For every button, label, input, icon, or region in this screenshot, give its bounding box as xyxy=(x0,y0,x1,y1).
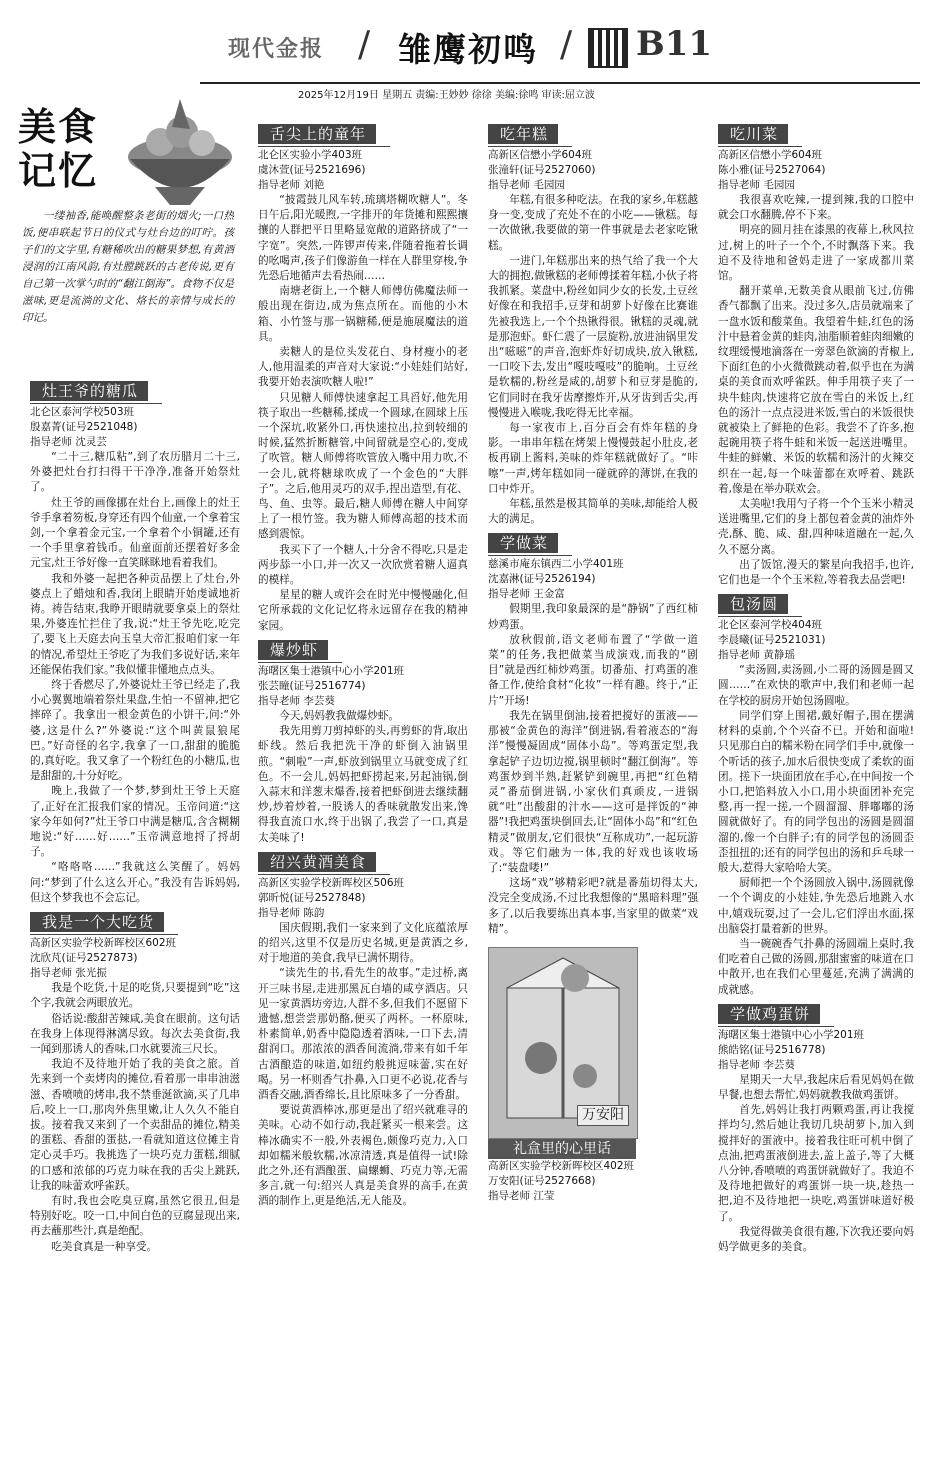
paragraph: 我和外婆一起把各种贡品摆上了灶台,外婆点上了蜡烛和香,我闭上眼睛开始虔诚地祈祷。祷告结束,我睁开眼睛就要拿桌上的祭灶果,外婆连忙拦住了我,说:“灶王爷先吃,吃完了,要飞上天庭去向玉皇大帝汇报咱们家一年的情况,希望灶王爷吃了为我们多说好话,来年还能保佑我们家。”我似懂非懂地点点头。 xyxy=(30,572,240,676)
paragraph: 翻开菜单,无数美食从眼前飞过,仿佛香气都飘了出来。没过多久,店员就端来了一盘水饭和酸菜鱼。我望着牛蛙,红色的汤汁中悬着金黄的蛙肉,油脂顺着蛙肉细嫩的纹理缓慢地滴落在一旁翠色欲滴的青椒上,下面红色的小火微微跳动着,似乎也在为满桌的美食而欢呼雀跃。伸手用筷子夹了一块牛蛙肉,快速将它放在雪白的米饭上,红色的汤汁一点点浸进米饭,雪白的米饭很快就被染上了鲜艳的色彩。我尝不了许多,抱起碗用筷子将牛蛙和米饭一起送进嘴里。牛蛙的鲜嫩、米饭的软糯和汤汁的火辣交织在一起,每一个味蕾都在欢呼着、跳跃着,像是在举办联欢会。 xyxy=(718,285,914,495)
paragraph: 灶王爷的画像挪在灶台上,画像上的灶王爷手拿着笏板,身穿还有四个仙童,一个拿着宝剑,一个拿着金元宝,一个拿着个小铜罐,还有一个手里拿着钱币。仙童面前还摆着好多金元宝,灶王爷好像一直笑眯眯地看着我们。 xyxy=(30,496,240,570)
paragraph: 只见糖人师傅快速拿起工具舀好,他先用筷子取出一些糖稀,揉成一个圆球,在圆球上压一个深坑,收紧外口,再快速拉出,拉到较细的时候,猛然折断糖管,中间留就是空心的,变成了吹管。糖人师傅将吹管放入嘴中用力吹,不一会儿,就将糖球吹成了一个金色的“大胖子”。之后,他用灵巧的双手,捏出造型,有花、鸟、鱼、虫等。最后,糖人师傅在糖人中间穿上了一根竹签。我为糖人师傅高超的技术而感到震惊。 xyxy=(258,391,468,541)
school: 北仑区泰河学校503班 xyxy=(30,406,135,418)
article-title: 灶王爷的糖瓜 xyxy=(30,381,148,401)
paragraph: 国庆假期,我们一家来到了文化底蕴浓厚的绍兴,这里不仅是历史名城,更是黄酒之乡,对于地道的美食,我早已满怀期待。 xyxy=(258,921,468,965)
article-title: 包汤圆 xyxy=(718,594,788,614)
school: 高新区实验学校新晖校区506班 xyxy=(258,876,405,889)
paragraph: 明亮的圆月挂在漆黑的夜幕上,秋风拉过,树上的叶子一个个,不时飘落下来。我迫不及待地和爸妈走进了一家成都川菜馆。 xyxy=(718,224,914,283)
paragraph: 星星的糖人或许会在时光中慢慢融化,但它所承载的文化记忆将永远留存在我的精神家园。 xyxy=(258,589,468,632)
paragraph: 年糕,有很多种吃法。在我的家乡,年糕越身一变,变成了充处不在的小吃——锹糕。每一次做锹,我要做的第一件事就是去老家吃锹糕。 xyxy=(488,194,698,252)
paragraph: 南塘老街上,一个糖人师傅仿佛魔法师一般出现在街边,成为焦点所在。而他的小木箱、小竹签与那一锅糖稀,便是施展魔法的道具。 xyxy=(258,285,468,343)
header-rule xyxy=(200,82,920,84)
paragraph: “二十三,糖瓜粘”,到了农历腊月二十三,外婆把灶台打扫得干干净净,准备开始祭灶了。 xyxy=(30,451,240,494)
author: 张潼轩(证号2527060) xyxy=(488,164,596,176)
teacher: 指导老师 江莹 xyxy=(488,1189,555,1202)
paragraph: 我很喜欢吃辣,一提到辣,我的口腔中就会口水翻腾,停不下来。 xyxy=(718,194,914,222)
paragraph: 首先,妈妈让我打两颗鸡蛋,再让我搅拌均匀,然后她让我切几块胡萝卜,加入到搅拌好的蛋液中。接着我往旺可机中倒了点油,把鸡蛋液倒进去,盖上盖子,等了大概八分钟,香喷喷的鸡蛋饼就做好了。我迫不及待地把做好的鸡蛋饼一块一块,趁热一把,迫不及待地把一块吃,鸡蛋饼味道好极了。 xyxy=(718,1104,914,1223)
paragraph: 每一家夜市上,百分百会有炸年糕的身影。一串串年糕在烤架上慢慢鼓起小肚皮,老板再刷上酱料,美味的炸年糕就做好了。“咔嚓”一声,烤年糕如同一碰就碎的薄饼,在我的口中炸开。 xyxy=(488,422,698,495)
paragraph: “读先生的书,看先生的故事。”走过桥,离开三味书屋,走进那黑瓦白墙的咸亨酒店。只见一家黄酒坊旁边,人群不多,但我们不愿留下遗憾,想尝尝那奶酪,便买了两杯。一杯原味,朴素简单,奶香中隐隐透着酒味,一口下去,清甜润口。那浓浓的酒香间流淌,带来有如千年古酒酿造的味道,如纽约般挑逗味蕾,实在好喝。另一杯则香气扑鼻,入口更不必说,花香与酒香交融,酒香绵长,且比原味多了一分香甜。 xyxy=(258,967,468,1101)
signature-stamp: 万安阳 xyxy=(577,1105,629,1126)
teacher: 指导老师 黄静瑶 xyxy=(718,649,795,662)
paragraph: 终于香燃尽了,外婆说灶王爷已经走了,我小心翼翼地端着祭灶果盘,生怕一不留神,把它摔碎了。我拿出一根金黄色的小饼干,问:“外婆,这是什么?”外婆说:“这个叫黄鼠狼尾巴。”好奇怪的名字,我拿了一口,甜甜的脆脆的,真好吃。我又拿了一个粉红色的小糖瓜,也是甜甜的,十分好吃。 xyxy=(30,679,240,783)
school: 高新区信懋小学604班 xyxy=(718,149,823,161)
food-basket-icon xyxy=(120,87,238,212)
author: 虞沐萱(证号2521696) xyxy=(258,164,366,176)
paragraph: 假期里,我印象最深的是“静锅”了西红柿炒鸡蛋。 xyxy=(488,603,698,631)
paragraph: 我先用剪刀剪掉虾的头,再剪虾的背,取出虾线。然后我把洗干净的虾倒入油锅里煎。“刺啦”一声,虾放到锅里立马就变成了红色。不一会儿,妈妈把虾捞起来,另起油锅,倒入蒜末和洋葱末爆香,接着把虾倒进去继续翻炒,炒着炒着,一股诱人的香味就散发出来,馋得我直流口水,终于出锅了,我尝了一口,真是太美味了! xyxy=(258,725,468,844)
article-title: 学做菜 xyxy=(488,533,558,553)
author: 万安阳(证号2527668) xyxy=(488,1174,596,1187)
divider-slash: / xyxy=(358,24,371,65)
teacher: 指导老师 毛园园 xyxy=(488,179,565,191)
masthead xyxy=(0,18,934,78)
article-title: 吃川菜 xyxy=(718,124,788,144)
teacher: 指导老师 沈灵芸 xyxy=(30,436,107,448)
article-title: 爆炒虾 xyxy=(258,640,328,660)
paragraph: 卖糖人的是位头发花白、身材瘦小的老人,他用温柔的声音对大家说:“小娃娃们站好,我要开始表演吹糖人啦!” xyxy=(258,346,468,389)
newspaper-brand: 现代金报 xyxy=(228,36,325,62)
column-3 xyxy=(488,118,698,1470)
feature-title: 美食 记忆 xyxy=(18,104,99,193)
teacher: 指导老师 刘艳 xyxy=(258,179,325,191)
teacher: 指导老师 张光振 xyxy=(30,967,107,980)
paragraph: 我买下了一个糖人,十分舍不得吃,只是走两步舔一小口,并一次又一次欣赏着糖人逼真的模样。 xyxy=(258,543,468,587)
paragraph: 出了饭馆,漫天的繁星向我招手,也许,它们也是一个个玉米粒,等着我去品尝吧! xyxy=(718,558,914,587)
article-title: 舌尖上的童年 xyxy=(258,124,376,144)
section-title: 雏鹰初鸣 xyxy=(398,30,538,69)
paragraph: 放秋假前,语文老师布置了“学做一道菜”的任务,我把做菜当成演戏,而我的“剧目”就是西红柿炒鸡蛋。切番茄、打鸡蛋的准备工作,使给食材“化妆”一样有趣。终于,“正片”开场! xyxy=(488,633,698,707)
paragraph: 今天,妈妈教我做爆炒虾。 xyxy=(279,709,400,722)
column-2 xyxy=(258,118,468,1470)
paragraph: 年糕,虽然是极其简单的美味,却能给人极大的满足。 xyxy=(488,498,698,526)
author: 张芸瞳(证号2516774) xyxy=(258,679,366,692)
teacher: 指导老师 李芸葵 xyxy=(258,694,335,707)
school: 高新区实验学校新晖校区602班 xyxy=(30,937,177,950)
article-title: 我是一个大吃货 xyxy=(30,912,164,932)
teacher: 指导老师 毛园园 xyxy=(718,179,795,191)
teacher: 指导老师 李芸葵 xyxy=(718,1058,795,1071)
paragraph: “咯咯咯……”我就这么笑醒了。妈妈问:“梦到了什么这么开心。”我没有告诉妈妈,但这个梦我也不会忘记。 xyxy=(30,861,240,904)
author: 沈欣芃(证号2527873) xyxy=(30,952,138,965)
article-title: 绍兴黄酒美食 xyxy=(258,852,376,872)
paragraph: 我是个吃货,十足的吃货,只要提到“吃”这个字,我就会两眼放光。 xyxy=(30,982,240,1010)
article-title: 学做鸡蛋饼 xyxy=(718,1004,820,1024)
column-4 xyxy=(718,118,914,1470)
paragraph: 有时,我也会吃臭豆腐,虽然它很丑,但是特别好吃。咬一口,中间白色的豆腐显现出来,再去蘸那些汁,真是绝配。 xyxy=(30,1194,240,1238)
paragraph: 我迫不及待地开始了我的美食之旅。首先来到一个卖烤肉的摊位,看着那一串串油滋滋、香喷喷的烤串,我不禁垂涎欲滴,买了几串后,咬上一口,那肉外焦里嫩,让人久久不能自拔。接着我又来到了一个卖甜品的摊位,精美的蛋糕、香甜的蛋挞,一看就知道这位摊主肯定心灵手巧。我挑选了一块巧克力蛋糕,细腻的口感和浓郁的巧克力味在我的舌尖上跳跃,让我的味蕾欢呼雀跃。 xyxy=(30,1058,240,1192)
qr-code-icon[interactable] xyxy=(588,28,628,68)
column-1 xyxy=(30,375,240,1470)
author: 陈小雅(证号2527064) xyxy=(718,164,826,176)
paragraph: 我先在锅里倒油,接着把搅好的蛋液——那被“金黄色的海洋”倒进锅,看着液态的“海洋”慢慢凝固成“固体小岛”。等鸡蛋定型,我拿起铲子边切边搅,锅里顿时“翻江倒海”。等鸡蛋炒到半熟,赶紧铲到碗里,再把“红色精灵”番茄倒进锅,小家伙们真顽皮,一进锅就“吐”出酸甜的汁水——这可是拌饭的“神器”!我把鸡蛋块倒回去,让“固体小岛”和“红色精灵”做朋友,它们很快“互称成功”,一起玩游戏。等它们融为一体,我的好戏也该收场了:“装盘喽!” xyxy=(488,709,698,874)
school: 高新区信懋小学604班 xyxy=(488,149,593,161)
paragraph: 星期天一大早,我起床后看见妈妈在做早餐,也想去帮忙,妈妈就教我做鸡蛋饼。 xyxy=(718,1073,914,1101)
photo-caption-title: 礼盒里的心里话 xyxy=(488,1139,636,1159)
paragraph: 同学们穿上围裙,戴好帽子,围在摆满材料的桌前,个个兴奋不已。开始和面啦!只见那白白的糯米粉在同学们手中,就像一个听话的孩子,加水后很快变成了柔软的面团。搓下一块面团放在手心,在中间按一个小口,把馅料放入小口,用小块面团补充完整,再一捏一搓,一个圆溜溜、胖嘟嘟的汤圆就做好了。有的同学包出的汤圆是圆溜溜的,像一个白胖子;有的同学包的汤圆歪歪扭扭的;还有的同学包出的汤和乒乓球一般大,惹得大家哈哈大笑。 xyxy=(718,709,914,874)
school: 高新区实验学校新晖校区402班 xyxy=(488,1159,635,1172)
author: 熊皓铭(证号2516778) xyxy=(718,1043,826,1056)
author: 殷嘉菁(证号2521048) xyxy=(30,421,138,433)
author: 李晨曦(证号2521031) xyxy=(718,634,826,647)
teacher: 指导老师 陈韵 xyxy=(258,906,325,919)
paragraph: 太美啦!我用勺子将一个个玉米小精灵送进嘴里,它们的身上都包着金黄的油炸外壳,酥、脆、咸、甜,四种味道融在一起,久久不愿分离。 xyxy=(718,498,914,556)
author: 郭昕悦(证号2527848) xyxy=(258,891,366,904)
school: 北仑区实验小学403班 xyxy=(258,149,363,161)
gift-box-drawing xyxy=(488,947,638,1139)
school: 北仑区泰河学校404班 xyxy=(718,619,823,632)
paragraph: 一进门,年糕那出来的热气给了我一个大大的拥抱,做锹糕的老师傅揉着年糕,小伙子将我抓紧。菜盘中,粉丝如同少女的长发,土豆丝好像在和我招手,豆芽和胡萝卜好像在比赛谁先被我选上,一个个热锹得很。锹糕的灵魂,就是那泡虾。虾仁震了一层旋粉,放进油锅里发出“嗞嗞”的声音,泡虾炸好切成块,放入锹糕,一口咬下去,发出“嘎吱嘎吱”的脆响。土豆丝是软糯的,粉丝是咸的,胡萝卜和豆芽是脆的,它们同时在我牙齿摩擦炸开,从牙齿到舌尖,再慢慢进入喉咙,我吃得无比幸福。 xyxy=(488,254,698,419)
paragraph: 这场“戏”够精彩吧?就是番茄切得太大,没完全变成汤,不过比我想像的“黑暗料理”强多了,以后我要练出真本事,当家里的做菜“戏精”。 xyxy=(488,877,698,935)
dateline: 2025年12月19日 星期五 责编:王妙妙 徐徐 美编:徐鸣 审读:屈立波 xyxy=(298,90,595,101)
paragraph: 厨师把一个个汤圆放入锅中,汤圆就像一个个调皮的小娃娃,争先恐后地跳入水中,嬉戏玩耍,过了一会儿,它们浮出水面,探出脑袋打量着新的世界。 xyxy=(718,877,914,935)
page-number: B11 xyxy=(636,24,713,64)
paragraph: 我觉得做美食很有趣,下次我还要向妈妈学做更多的美食。 xyxy=(718,1225,914,1253)
school: 海曙区集士港镇中心小学201班 xyxy=(718,1028,865,1041)
paragraph: 俗话说:酸甜苦辣咸,美食在眼前。这句话在我身上体现得淋漓尽致。每次去美食街,我一闻到那诱人的香味,口水就要流三尺长。 xyxy=(30,1012,240,1055)
paragraph: 当一碗碗香气扑鼻的汤圆端上桌时,我们吃着自己做的汤圆,那甜蜜蜜的味道在口中散开,也在我们心里蔓延,充满了满满的成就感。 xyxy=(718,937,914,996)
divider-slash: / xyxy=(560,24,573,65)
school: 海曙区集士港镇中心小学201班 xyxy=(258,664,405,677)
paragraph: “披霞鼓儿风车转,琉璃塔糊吹糖人”。冬日午后,阳光暖煦,一字排开的年货摊和熙熙攘攘的人群把平日里略显宽敞的道路挤成了“一字宽”。突然,一阵锣声传来,伴随着拖着长调的吆喝声,孩子们像游鱼一样在人群里穿梭,争先恐后地循声去看热闹…… xyxy=(258,194,468,283)
author: 沈嘉淋(证号2526194) xyxy=(488,573,596,586)
paragraph: “卖汤圆,卖汤圆,小二哥的汤圆是圆又圆……”在欢快的歌声中,我们和老师一起在学校的厨房开始包汤圆啦。 xyxy=(718,664,914,707)
paragraph: 吃美食真是一种享受。 xyxy=(51,1240,158,1253)
paragraph: 晚上,我做了一个梦,梦到灶王爷上天庭了,正好在汇报我们家的情况。玉帝问道:“这家今年如何?”灶王爷口中满是糖瓜,含含糊糊地说:“好……好……”玉帝满意地捋了捋胡子。 xyxy=(30,785,240,859)
feature-intro: 一缕袖香,能唤醒整条老街的烟火;一口热饭,便串联起节日的仪式与灶台边的叮咛。孩子们的文字里,有糖稀吹出的糖果梦想,有黄酒浸润的江南风韵,有灶膛跳跃的古老传说,更有自己第一次掌勺时的“翻江倒海”。食物不仅是滋味,更是流淌的文化、烙长的亲情与成长的印记。 xyxy=(22,210,234,324)
paragraph: 要说黄酒棒冰,那更是出了绍兴就难寻的美味。心动不如行动,我赶紧买一根来尝。这棒冰确实不一般,外表褐色,颇像巧克力,入口却如糯米般软糯,冰凉清透,真是值得一试!除此之外,还有酒酿蛋、扁螺蛳、巧克力等,无需多言,就一句:绍兴人真是美食界的高手,在黄酒的制作上,更是绝活,无人能及。 xyxy=(258,1104,468,1208)
article-title: 吃年糕 xyxy=(488,124,558,144)
teacher: 指导老师 王金富 xyxy=(488,588,565,601)
school: 慈溪市庵东镇西二小学401班 xyxy=(488,558,624,571)
